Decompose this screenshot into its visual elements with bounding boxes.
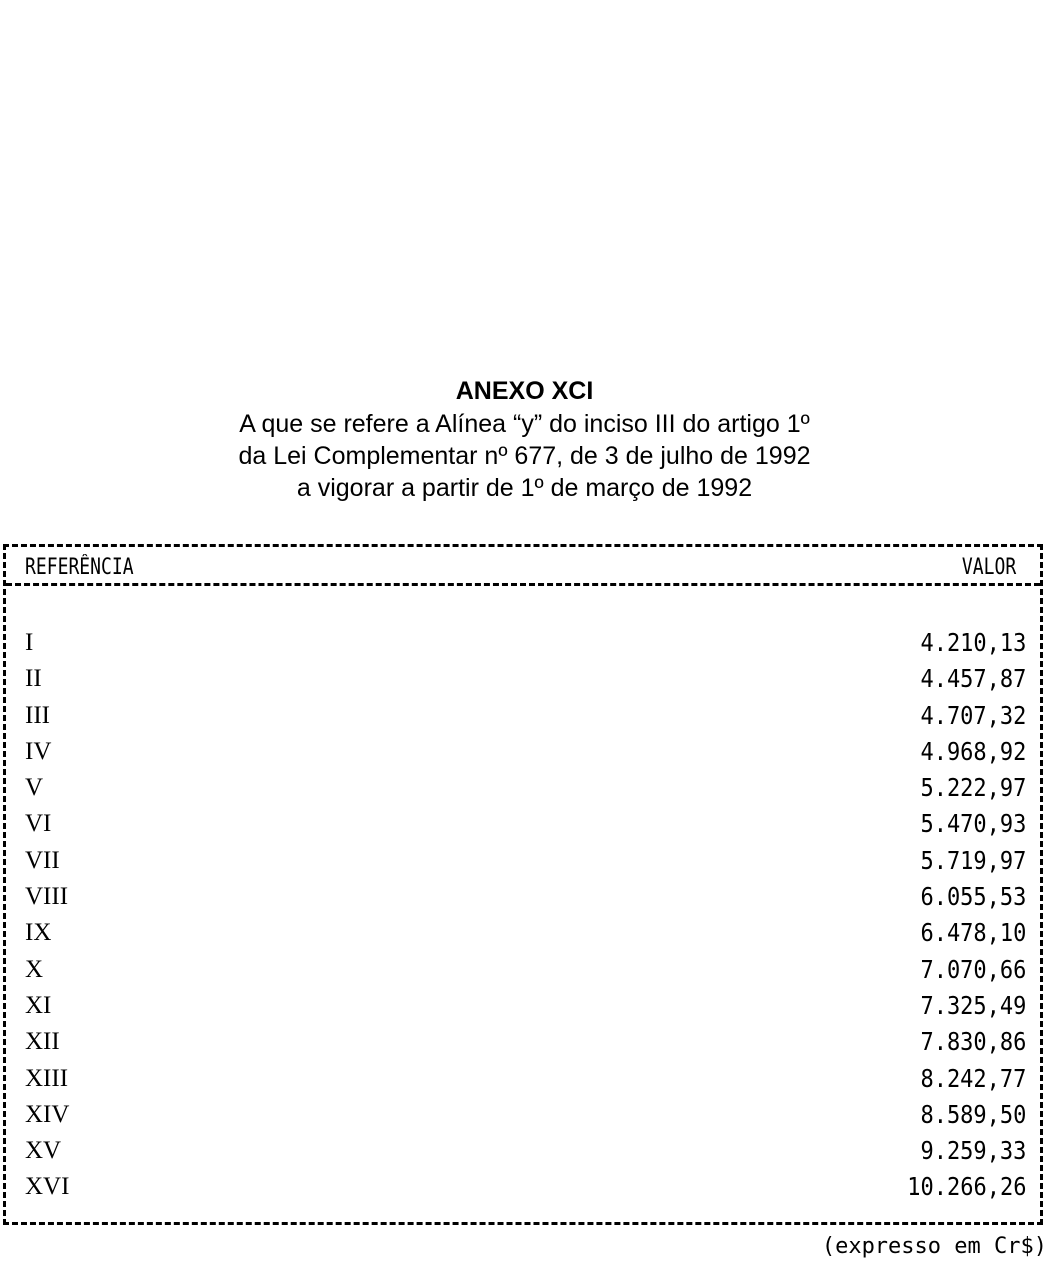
header-divider xyxy=(6,583,1040,586)
row-referencia: X xyxy=(25,955,44,983)
annex-title: ANEXO XCI xyxy=(455,377,594,405)
table-row xyxy=(6,1061,1040,1097)
row-referencia: II xyxy=(25,665,42,693)
row-referencia: XVI xyxy=(25,1173,70,1201)
row-referencia: I xyxy=(25,629,34,656)
row-valor: 8.242,77 xyxy=(920,1063,1026,1093)
row-valor: 4.968,92 xyxy=(920,736,1026,766)
row-referencia: VI xyxy=(25,810,52,838)
row-valor: 5.222,97 xyxy=(920,773,1026,803)
row-referencia: IX xyxy=(25,919,52,947)
row-valor: 4.457,87 xyxy=(920,664,1026,694)
table-row xyxy=(6,1133,1040,1169)
row-valor: 6.055,53 xyxy=(920,882,1026,912)
row-referencia: IV xyxy=(25,737,52,765)
row-valor: 7.070,66 xyxy=(920,954,1026,984)
table-row xyxy=(6,661,1040,697)
row-valor: 7.325,49 xyxy=(920,990,1026,1020)
currency-footnote: (expresso em Cr$) xyxy=(821,1234,1047,1259)
table-row xyxy=(6,1097,1040,1133)
row-referencia: XV xyxy=(25,1137,62,1165)
row-valor: 5.719,97 xyxy=(920,845,1026,875)
header-valor: VALOR xyxy=(961,555,1016,580)
table-row xyxy=(6,1024,1040,1060)
row-referencia: XIII xyxy=(25,1064,69,1092)
row-valor: 4.707,32 xyxy=(920,700,1026,730)
table-row xyxy=(6,988,1040,1024)
table-row xyxy=(6,806,1040,842)
table-body xyxy=(6,625,1040,1206)
table-row xyxy=(6,915,1040,951)
table-row xyxy=(6,698,1040,734)
table-row xyxy=(6,625,1040,661)
row-valor: 6.478,10 xyxy=(920,918,1026,948)
row-valor: 5.470,93 xyxy=(920,809,1026,839)
row-referencia: XIV xyxy=(25,1100,70,1128)
row-valor: 7.830,86 xyxy=(920,1027,1026,1057)
document-heading xyxy=(0,374,1049,504)
row-valor: 8.589,50 xyxy=(920,1099,1026,1129)
row-referencia: VIII xyxy=(25,883,69,911)
values-table xyxy=(3,544,1043,1225)
row-referencia: XI xyxy=(25,991,52,1019)
subtitle-line-1: A que se refere a Alínea “y” do inciso III do artigo 1º xyxy=(239,410,810,438)
table-row xyxy=(6,952,1040,988)
row-referencia: VII xyxy=(25,846,60,874)
table-row xyxy=(6,843,1040,879)
row-valor: 10.266,26 xyxy=(906,1172,1026,1202)
table-row xyxy=(6,770,1040,806)
row-valor: 4.210,13 xyxy=(920,628,1026,657)
table-row xyxy=(6,879,1040,915)
subtitle-line-3: a vigorar a partir de 1º de março de 1992 xyxy=(296,474,753,502)
subtitle-line-2: da Lei Complementar nº 677, de 3 de julho de 1992 xyxy=(238,442,811,470)
table-row xyxy=(6,734,1040,770)
row-referencia: III xyxy=(25,701,50,729)
row-valor: 9.259,33 xyxy=(920,1136,1026,1166)
table-row xyxy=(6,1169,1040,1205)
row-referencia: V xyxy=(25,774,44,802)
header-referencia: REFERÊNCIA xyxy=(25,555,134,580)
row-referencia: XII xyxy=(25,1028,60,1056)
